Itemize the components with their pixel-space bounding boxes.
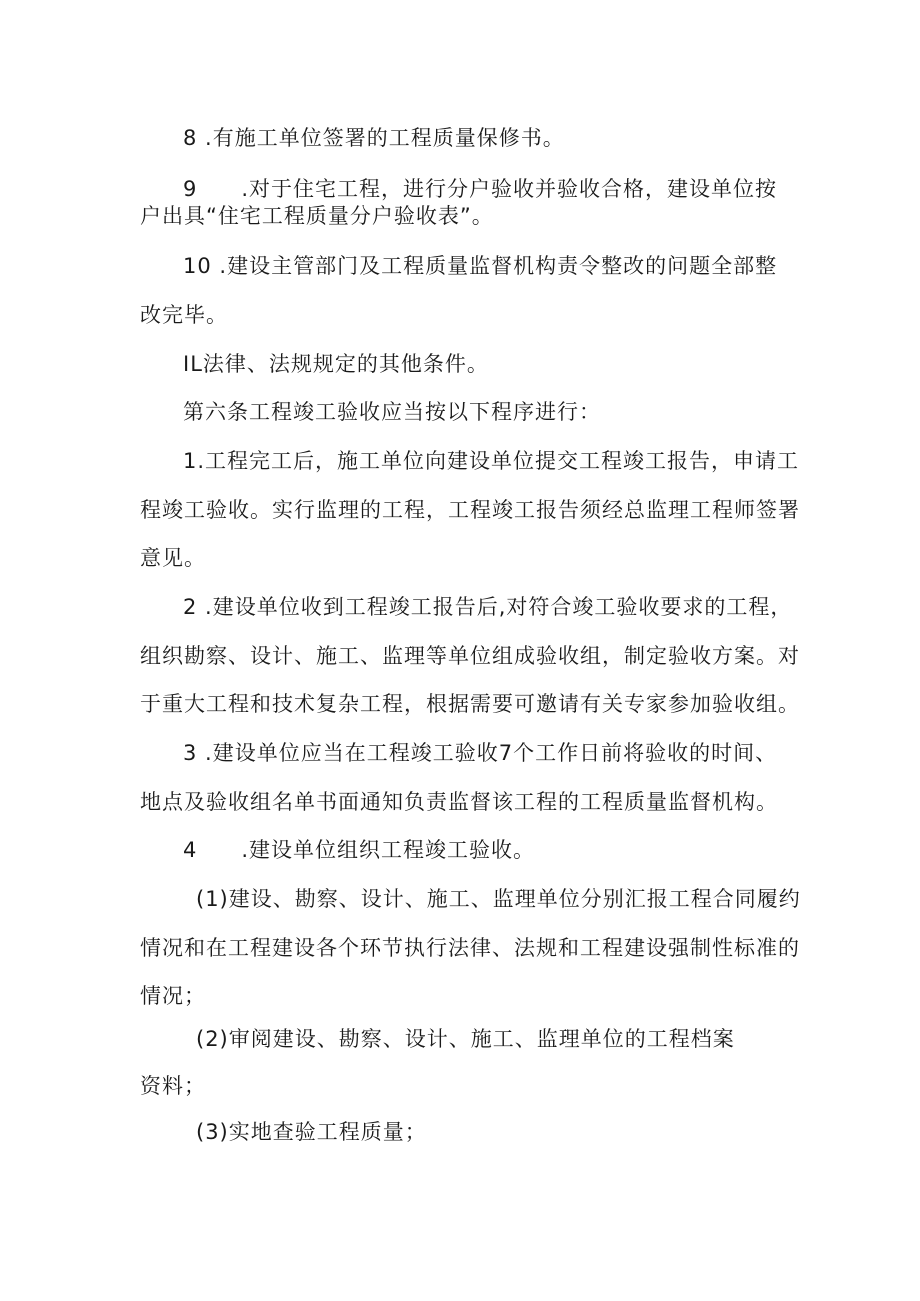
text-line: 8 .有施工单位签署的工程质量保修书。 (183, 126, 565, 150)
text-line: (3)实地查验工程质量； (196, 1120, 427, 1144)
text-line: 2 .建设单位收到工程竣工报告后,对符合竣工验收要求的工程， (183, 595, 793, 619)
text-line: 意见。 (140, 546, 206, 570)
text-line: 于重大工程和技术复杂工程，根据需要可邀请有关专家参加验收组。 (140, 692, 800, 716)
text-line: 户出具“住宅工程质量分户验收表”。 (140, 204, 494, 228)
text-line: (2)审阅建设、勘察、设计、施工、监理单位的工程档案 (196, 1027, 735, 1051)
text-line: 9 .对于住宅工程，进行分户验收并验收合格，建设单位按 (183, 177, 778, 201)
text-line: 改完毕。 (140, 303, 228, 327)
text-line: 第六条工程竣工验收应当按以下程序进行： (183, 400, 601, 424)
text-line: 情况和在工程建设各个环节执行法律、法规和工程建设强制性标准的 (140, 936, 800, 960)
text-line: 情况； (140, 984, 206, 1008)
text-line: 组织勘察、设计、施工、监理等单位组成验收组，制定验收方案。对 (140, 644, 800, 668)
text-line: 3 .建设单位应当在工程竣工验收7个工作日前将验收的时间、 (183, 741, 778, 765)
text-line: 程竣工验收。实行监理的工程，工程竣工报告须经总监理工程师签署 (140, 498, 800, 522)
text-line: 资料； (140, 1074, 206, 1098)
text-line: 地点及验收组名单书面通知负责监督该工程的工程质量监督机构。 (140, 790, 778, 814)
text-line: 10 .建设主管部门及工程质量监督机构责令整改的问题全部整 (183, 254, 778, 278)
text-line: 1.工程完工后，施工单位向建设单位提交工程竣工报告，申请工 (183, 449, 800, 473)
text-line: 4 .建设单位组织工程竣工验收。 (183, 838, 536, 862)
text-line: (1)建设、勘察、设计、施工、监理单位分别汇报工程合同履约 (196, 887, 801, 911)
text-line: IL法律、法规规定的其他条件。 (183, 352, 489, 376)
